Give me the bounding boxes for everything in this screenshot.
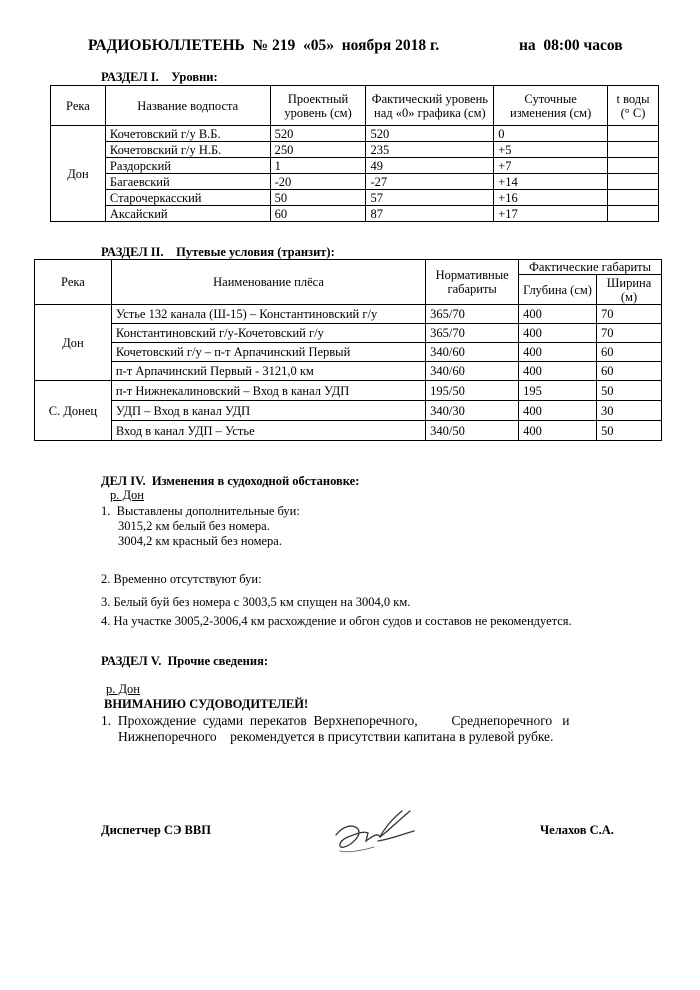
normative-dims: 340/30 [426, 401, 519, 421]
actual-width: 70 [597, 305, 662, 324]
daily-change: 0 [494, 126, 608, 142]
levels-col-temp: t воды (° С) [608, 86, 659, 126]
section1-title: РАЗДЕЛ I. Уровни: [101, 70, 218, 84]
levels-col-actual: Фактический уровень над «0» графика (см) [366, 86, 494, 126]
route-header-row-1 [35, 260, 662, 275]
levels-header-row [51, 86, 659, 126]
actual-depth: 195 [519, 381, 597, 401]
stretch-name: Устье 132 канала (Ш-15) – Константиновский г/у [111, 305, 425, 324]
actual-depth: 400 [519, 421, 597, 441]
table-row [35, 381, 662, 401]
route-col-normative: Нормативные габариты [426, 260, 519, 305]
water-temp [608, 190, 659, 206]
daily-change: +7 [494, 158, 608, 174]
stretch-name: Кочетовский г/у – п-т Арпачинский Первый [111, 343, 425, 362]
water-temp [608, 174, 659, 190]
route-conditions-table [34, 259, 662, 441]
stretch-name: Вход в канал УДП – Устье [111, 421, 425, 441]
actual-depth: 400 [519, 401, 597, 421]
table-row [35, 421, 662, 441]
project-level: 250 [270, 142, 366, 158]
station-name: Кочетовский г/у В.Б. [105, 126, 270, 142]
section4-title: ДЕЛ IV. Изменения в судоходной обстановке: [101, 474, 360, 488]
route-river-cell: С. Донец [35, 381, 112, 441]
actual-depth: 400 [519, 343, 597, 362]
table-row [35, 305, 662, 324]
actual-level: 49 [366, 158, 494, 174]
normative-dims: 365/70 [426, 324, 519, 343]
daily-change: +17 [494, 206, 608, 222]
station-name: Аксайский [105, 206, 270, 222]
table-row [51, 158, 659, 174]
actual-depth: 400 [519, 362, 597, 381]
normative-dims: 365/70 [426, 305, 519, 324]
water-temp [608, 158, 659, 174]
daily-change: +14 [494, 174, 608, 190]
table-row [35, 324, 662, 343]
section5-river: р. Дон [106, 682, 140, 696]
daily-change: +16 [494, 190, 608, 206]
actual-width: 30 [597, 401, 662, 421]
actual-level: -27 [366, 174, 494, 190]
section5-line-2: Нижнепоречного рекомендуется в присутствии капитана в рулевой рубке. [118, 729, 554, 744]
table-row [51, 206, 659, 222]
actual-width: 60 [597, 362, 662, 381]
actual-depth: 400 [519, 305, 597, 324]
levels-river-cell: Дон [51, 126, 106, 222]
water-temp [608, 206, 659, 222]
actual-width: 50 [597, 421, 662, 441]
levels-col-project: Проектный уровень (см) [270, 86, 366, 126]
dispatcher-name: Челахов С.А. [540, 823, 614, 837]
route-col-depth: Глубина (см) [519, 275, 597, 305]
bulletin-header [0, 37, 700, 59]
table-row [51, 142, 659, 158]
section5-title: РАЗДЕЛ V. Прочие сведения: [101, 654, 268, 668]
table-row [35, 362, 662, 381]
station-name: Раздорский [105, 158, 270, 174]
section5-line-1: 1. Прохождение судами перекатов Верхнепоречного, Среднепоречного и [101, 713, 570, 728]
actual-level: 57 [366, 190, 494, 206]
normative-dims: 340/60 [426, 343, 519, 362]
actual-level: 520 [366, 126, 494, 142]
levels-col-station: Название водпоста [105, 86, 270, 126]
route-col-stretch: Наименование плёса [111, 260, 425, 305]
project-level: 60 [270, 206, 366, 222]
station-name: Багаевский [105, 174, 270, 190]
section2-title: РАЗДЕЛ II. Путевые условия (транзит): [101, 245, 335, 259]
route-col-actual-group: Фактические габариты [519, 260, 662, 275]
section4-river: р. Дон [110, 488, 144, 502]
water-temp [608, 142, 659, 158]
signature-image [318, 805, 448, 865]
table-row [51, 174, 659, 190]
section4-item-4: 4. На участке 3005,2-3006,4 км расхождение и обгон судов и составов не рекомендуется. [101, 614, 572, 628]
actual-width: 70 [597, 324, 662, 343]
table-row [35, 401, 662, 421]
route-col-river: Река [35, 260, 112, 305]
section4-item-1: 1. Выставлены дополнительные буи: [101, 504, 300, 518]
actual-depth: 400 [519, 324, 597, 343]
stretch-name: п-т Арпачинский Первый - 3121,0 км [111, 362, 425, 381]
section5-attention: ВНИМАНИЮ СУДОВОДИТЕЛЕЙ! [104, 697, 309, 711]
normative-dims: 195/50 [426, 381, 519, 401]
actual-level: 235 [366, 142, 494, 158]
dispatcher-position: Диспетчер СЭ ВВП [101, 823, 211, 837]
route-col-width: Ширина (м) [597, 275, 662, 305]
section4-item-2: 2. Временно отсутствуют буи: [101, 572, 262, 586]
normative-dims: 340/60 [426, 362, 519, 381]
actual-width: 60 [597, 343, 662, 362]
normative-dims: 340/50 [426, 421, 519, 441]
section4-item-1b: 3004,2 км красный без номера. [118, 534, 282, 548]
bulletin-time: на 08:00 часов [519, 37, 623, 54]
stretch-name: УДП – Вход в канал УДП [111, 401, 425, 421]
table-row [35, 343, 662, 362]
stretch-name: Константиновский г/у-Кочетовский г/у [111, 324, 425, 343]
levels-col-river: Река [51, 86, 106, 126]
actual-width: 50 [597, 381, 662, 401]
station-name: Кочетовский г/у Н.Б. [105, 142, 270, 158]
station-name: Старочеркасский [105, 190, 270, 206]
water-temp [608, 126, 659, 142]
bulletin-title: РАДИОБЮЛЛЕТЕНЬ № 219 «05» ноября 2018 г. [88, 37, 440, 54]
section4-item-3: 3. Белый буй без номера с 3003,5 км спущен на 3004,0 км. [101, 595, 411, 609]
daily-change: +5 [494, 142, 608, 158]
table-row [51, 126, 659, 142]
project-level: 1 [270, 158, 366, 174]
table-row [51, 190, 659, 206]
stretch-name: п-т Нижнекалиновский – Вход в канал УДП [111, 381, 425, 401]
project-level: -20 [270, 174, 366, 190]
levels-table [50, 85, 659, 222]
actual-level: 87 [366, 206, 494, 222]
project-level: 520 [270, 126, 366, 142]
project-level: 50 [270, 190, 366, 206]
route-river-cell: Дон [35, 305, 112, 381]
section4-item-1a: 3015,2 км белый без номера. [118, 519, 270, 533]
levels-col-change: Суточные изменения (см) [494, 86, 608, 126]
